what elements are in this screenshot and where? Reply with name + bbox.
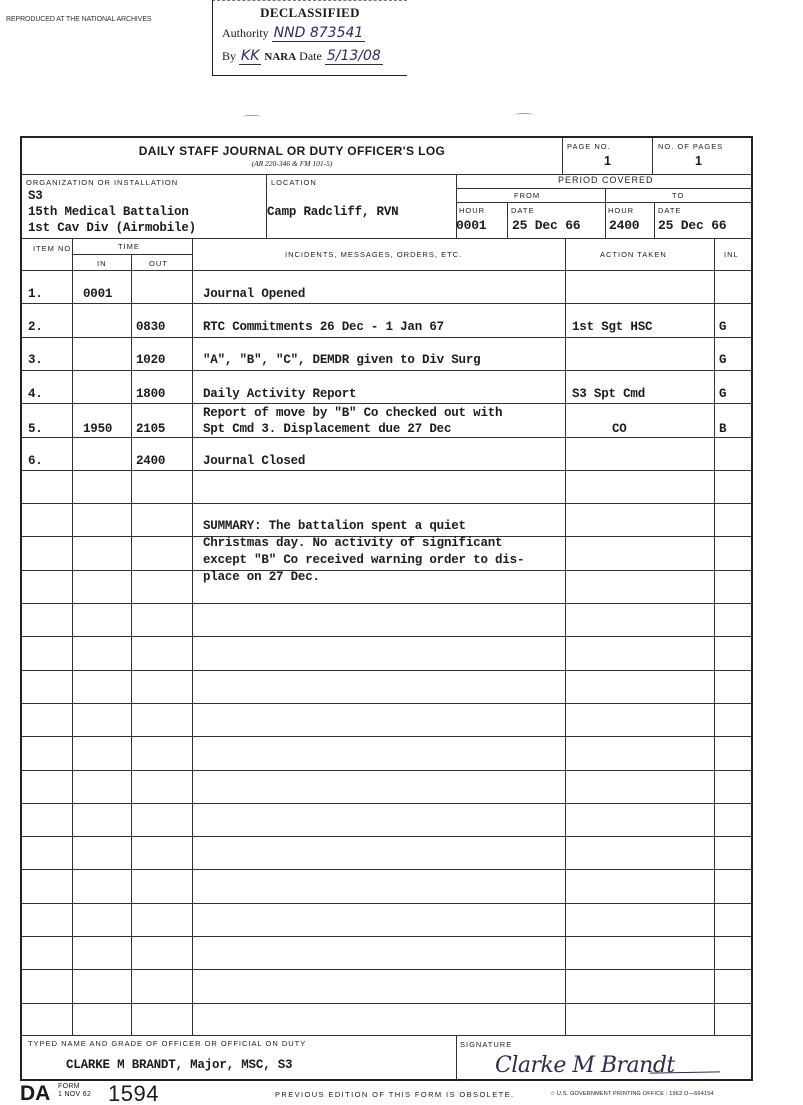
divider — [507, 202, 508, 239]
duty-log-form — [20, 136, 753, 1081]
stamp-nara-label: NARA — [264, 51, 297, 63]
form-word-date — [58, 1083, 91, 1099]
to-date-label: DATE — [658, 206, 682, 215]
organization-line-3: 1st Cav Div (Airmobile) — [28, 221, 196, 235]
organization-label: ORGANIZATION OR INSTALLATION — [26, 178, 179, 187]
initials: G — [719, 387, 727, 401]
header-inl: INL — [724, 250, 739, 259]
no-of-pages-label: NO. OF PAGES — [658, 142, 724, 151]
gpo-note: ☆ U.S. GOVERNMENT PRINTING OFFICE : 1962 O—664154 — [550, 1091, 714, 1097]
incident-text: RTC Commitments 26 Dec - 1 Jan 67 — [203, 320, 444, 334]
page-no-label: PAGE NO. — [567, 142, 611, 151]
incident-text: "A", "B", "C", DEMDR given to Div Surg — [203, 353, 481, 367]
header-time: TIME — [118, 242, 140, 251]
header-incidents: INCIDENTS, MESSAGES, ORDERS, ETC. — [285, 250, 463, 259]
row-divider — [22, 803, 753, 804]
row-divider — [22, 470, 753, 471]
row-divider — [22, 936, 753, 937]
organization-line-2: 15th Medical Battalion — [28, 205, 189, 219]
item-number: 4. — [28, 387, 43, 401]
from-hour-value: 0001 — [456, 218, 487, 233]
obsolete-note: PREVIOUS EDITION OF THIS FORM IS OBSOLETE. — [275, 1090, 515, 1099]
row-divider — [22, 903, 753, 904]
location-label: LOCATION — [271, 178, 317, 187]
incident-text: Report of move by "B" Co checked out with — [203, 406, 503, 420]
divider — [605, 188, 606, 239]
row-divider — [22, 736, 753, 737]
summary-line-4: place on 27 Dec. — [203, 570, 320, 584]
signature: Clarke M Brandt — [495, 1053, 675, 1078]
to-date-value: 25 Dec 66 — [658, 218, 727, 233]
row-divider — [22, 603, 753, 604]
from-label: FROM — [514, 191, 541, 200]
form-date: 1 NOV 62 — [58, 1091, 92, 1098]
organization-line-1: S3 — [28, 189, 43, 203]
form-title: DAILY STAFF JOURNAL OR DUTY OFFICER'S LOG — [138, 144, 446, 158]
location-value: Camp Radcliff, RVN — [267, 205, 399, 219]
incident-text: Spt Cmd 3. Displacement due 27 Dec — [203, 422, 452, 436]
row-divider — [22, 403, 753, 404]
stamp-date-label: Date — [299, 49, 322, 63]
initials: B — [719, 422, 727, 436]
time-out: 2400 — [136, 454, 166, 468]
initials: G — [719, 353, 727, 367]
row-divider — [22, 836, 753, 837]
action-taken: 1st Sgt HSC — [572, 320, 653, 334]
from-date-value: 25 Dec 66 — [512, 218, 581, 233]
scan-mark — [243, 115, 261, 118]
from-date-label: DATE — [511, 206, 535, 215]
row-divider — [22, 370, 753, 371]
divider — [22, 238, 753, 239]
form-prefix: DA — [20, 1082, 51, 1105]
row-divider — [22, 570, 753, 571]
signature-label: SIGNATURE — [460, 1040, 513, 1049]
to-label: TO — [672, 191, 685, 200]
row-divider — [22, 437, 753, 438]
item-number: 2. — [28, 320, 43, 334]
stamp-date-value: 5/13/08 — [326, 48, 381, 64]
row-divider — [22, 703, 753, 704]
row-divider — [22, 337, 753, 338]
divider — [456, 202, 753, 203]
header-out: OUT — [149, 259, 168, 268]
incident-text: Journal Opened — [203, 287, 306, 301]
header-action-taken: ACTION TAKEN — [600, 250, 667, 259]
officer-label: TYPED NAME AND GRADE OF OFFICER OR OFFICIAL ON DUTY — [28, 1039, 307, 1048]
row-divider — [22, 1003, 753, 1004]
divider — [72, 254, 192, 255]
summary-line-2: Christmas day. No activity of significant — [203, 536, 503, 550]
from-hour-label: HOUR — [459, 206, 486, 215]
form-word: FORM — [58, 1083, 80, 1090]
time-out: 0830 — [136, 320, 166, 334]
divider — [654, 202, 655, 239]
divider — [22, 1035, 753, 1036]
stamp-authority-line — [222, 25, 365, 41]
row-divider — [22, 303, 753, 304]
initials: G — [719, 320, 727, 334]
stamp-authority-value: NND 873541 — [273, 25, 364, 41]
time-in: 0001 — [83, 287, 113, 301]
form-subtitle: (AR 220-346 & FM 101-5) — [251, 159, 333, 168]
item-number: 5. — [28, 422, 43, 436]
stamp-by-value: KK — [241, 48, 260, 64]
stamp-title: DECLASSIFIED — [260, 5, 360, 20]
stamp-by-label: By — [222, 49, 237, 63]
item-number: 3. — [28, 353, 43, 367]
summary-line-3: except "B" Co received warning order to dis- — [203, 553, 525, 567]
to-hour-value: 2400 — [609, 218, 640, 233]
no-of-pages-value: 1 — [695, 154, 702, 168]
officer-value: CLARKE M BRANDT, Major, MSC, S3 — [66, 1058, 293, 1072]
stamp-authority-label: Authority — [222, 26, 269, 40]
time-out: 1800 — [136, 387, 166, 401]
row-divider — [22, 869, 753, 870]
header-in: IN — [97, 259, 107, 268]
row-divider — [22, 670, 753, 671]
item-number: 6. — [28, 454, 43, 468]
action-taken: CO — [612, 422, 627, 436]
form-number: 1594 — [108, 1081, 159, 1105]
time-out: 1020 — [136, 353, 166, 367]
period-covered-label: PERIOD COVERED — [558, 175, 654, 185]
divider — [652, 138, 653, 175]
summary-line-1: SUMMARY: The battalion spent a quiet — [203, 519, 466, 533]
page-no-value: 1 — [604, 154, 611, 168]
row-divider — [22, 503, 753, 504]
scan-mark — [515, 113, 533, 116]
column-divider — [131, 254, 132, 1035]
action-taken: S3 Spt Cmd — [572, 387, 646, 401]
divider — [456, 1035, 457, 1081]
row-divider — [22, 969, 753, 970]
time-in: 1950 — [83, 422, 113, 436]
row-divider — [22, 770, 753, 771]
time-out: 2105 — [136, 422, 166, 436]
row-divider — [22, 636, 753, 637]
archive-note: REPRODUCED AT THE NATIONAL ARCHIVES — [6, 16, 152, 23]
to-hour-label: HOUR — [608, 206, 635, 215]
item-number: 1. — [28, 287, 43, 301]
incident-text: Journal Closed — [203, 454, 306, 468]
incident-text: Daily Activity Report — [203, 387, 357, 401]
divider — [562, 138, 563, 175]
declassified-stamp — [212, 0, 407, 76]
stamp-by-line — [222, 48, 383, 64]
header-item-no: ITEM NO. — [33, 244, 75, 253]
